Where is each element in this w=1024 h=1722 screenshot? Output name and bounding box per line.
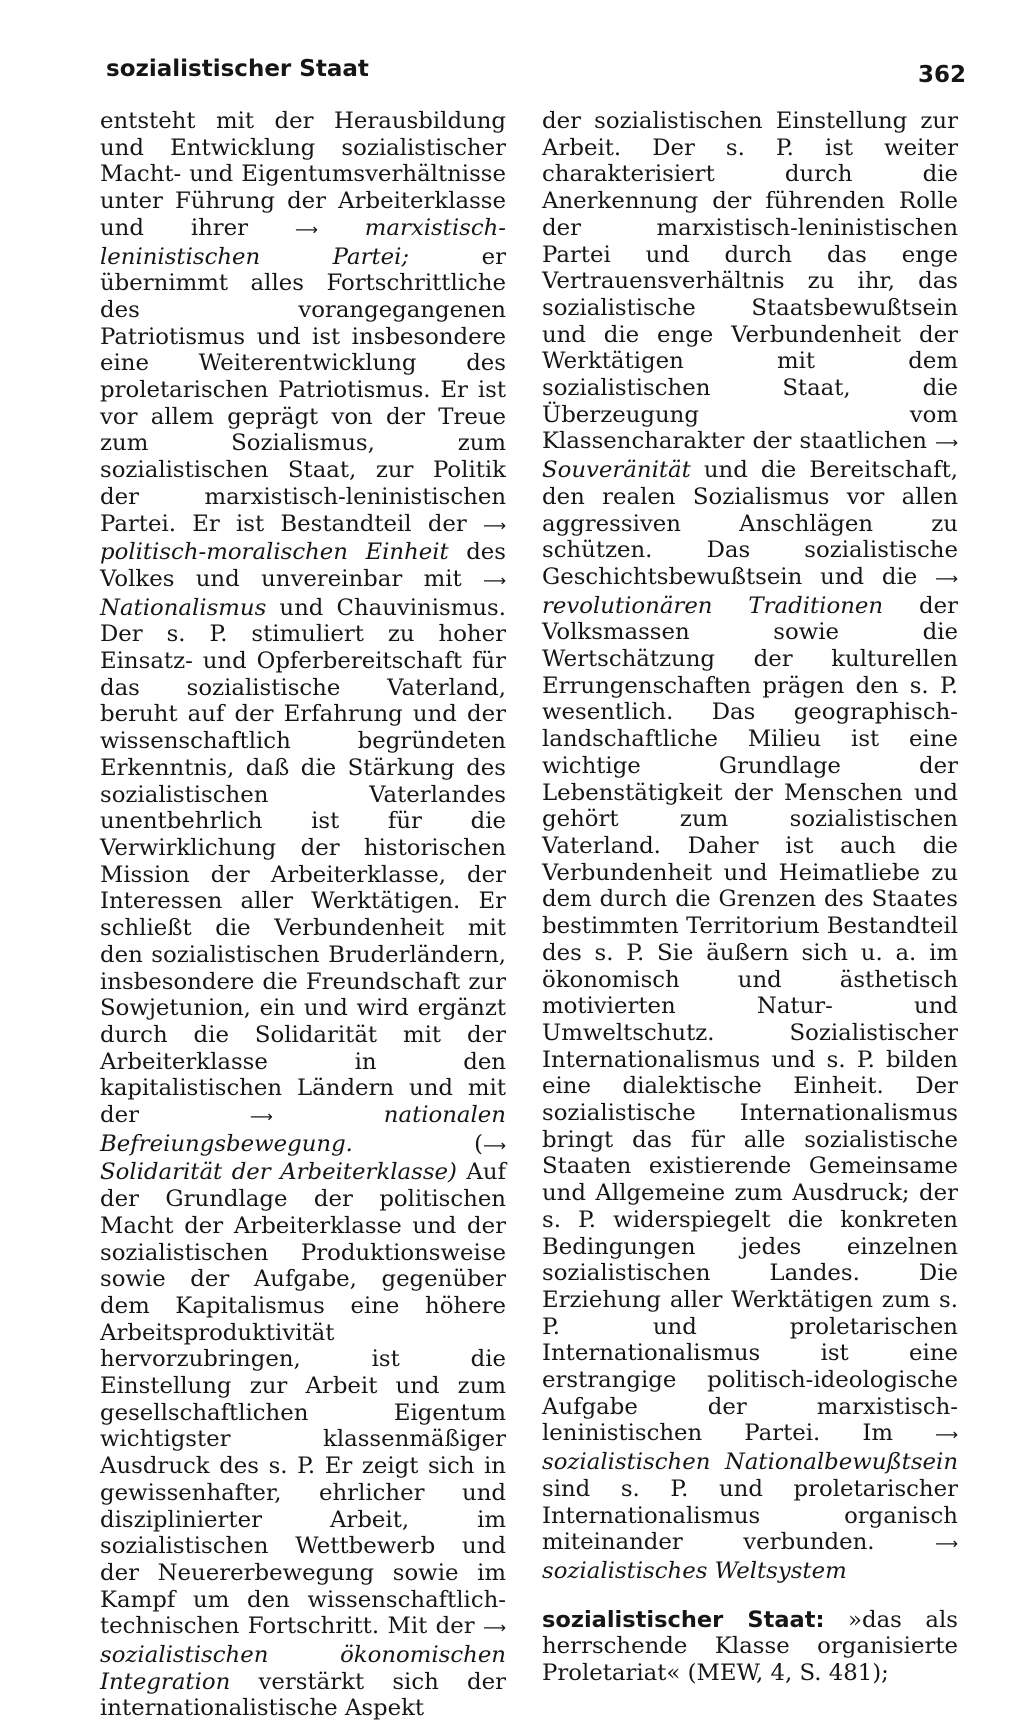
text-run: ( xyxy=(352,1130,484,1157)
text-run: er übernimmt alles Fortschrittliche des vorangegangenen Patriotismus und ist insbesondere eine Weiterentwicklung des proletarischen Patriotismus. Er ist vor allem geprägt von der Treue zum Sozialismus, zum sozialistischen Staat, zur Politik der marxistisch-leninistischen Partei. Er ist Bestandteil der xyxy=(100,243,506,537)
arrow-icon: ⟶ xyxy=(483,1135,506,1155)
text-run: und Chauvinismus. Der s. P. stimuliert zu hoher Einsatz- und Opferbereitschaft für das sozialistische Vaterland, beruht auf der Erfahrung und der wissenschaftlich begründeten Erkenntnis, daß die Stärkung des sozialistischen Vaterlandes unentbehrlich ist für die Verwirklichung der historischen Mission der Arbeiterklasse, der Interessen aller Werktätigen. Er schließt die Verbundenheit mit den sozialistischen Bruderländern, insbesondere die Freundschaft zur Sowjetunion, ein und wird ergänzt durch die Solidarität mit der Arbeiterklasse in den kapitalistischen Ländern und mit der xyxy=(100,594,506,1129)
arrow-icon: ⟶ xyxy=(935,433,958,453)
arrow-icon: ⟶ xyxy=(294,219,318,239)
cross-reference[interactable]: ⟶ marxistisch-leninistischen Partei; xyxy=(100,214,506,270)
right-column xyxy=(542,108,958,1687)
cross-reference[interactable]: ⟶ sozialistisches Weltsystem xyxy=(542,1534,958,1584)
running-head: sozialistischer Staat xyxy=(106,56,369,82)
text-run: der Volksmassen sowie die Wertschätzung der kulturellen Errungenschaften prägen den s. P. wesentlich. Das geographisch-landschaftliche Milieu ist eine wichtige Grundlage der Lebenstätigkeit der Menschen und gehört zum sozialistischen Vaterland. Daher ist auch die Verbundenheit und Heimatliebe zu dem durch die Grenzen des Staates bestimmten Territorium Bestandteil des s. P. Sie äußern sich u. a. im ökonomisch und ästhetisch motivierten Natur- und Umweltschutz. Sozialistischer Internationalismus und s. P. bilden eine dialektische Einheit. Der sozialistische Internationalismus bringt das für alle sozialistische Staaten existierende Gemeinsame und Allgemeine zum Ausdruck; der s. P. widerspiegelt die konkreten Bedingungen jedes einzelnen sozialistischen Landes. Die Erziehung aller Werktätigen zum s. P. und proletarischen Internationalismus ist eine erstrangige politisch-ideologische Aufgabe der marxistisch-leninistischen Partei. Im xyxy=(542,592,958,1447)
text-run: der sozialistischen Einstellung zur Arbeit. Der s. P. ist weiter charakterisiert durch die Anerkennung der führenden Rolle der marxistisch-leninistischen Partei und durch das enge Vertrauensverhältnis zu ihr, das sozialistische Staatsbewußtsein und die enge Verbundenheit der Werktätigen mit dem sozialistischen Staat, die Überzeugung vom Klassencharakter der staatlichen xyxy=(542,108,958,455)
cross-reference[interactable]: ⟶ revolutionären Traditionen xyxy=(542,568,958,619)
entry-headword: sozialistischer Staat: xyxy=(542,1606,825,1633)
cross-reference[interactable]: ⟶ Nationalismus xyxy=(100,570,506,621)
page-header xyxy=(106,56,966,92)
arrow-icon: ⟶ xyxy=(935,1534,958,1554)
arrow-icon: ⟶ xyxy=(483,570,506,590)
arrow-icon: ⟶ xyxy=(249,1107,273,1127)
cross-reference[interactable]: ⟶ Solidarität der Arbeiterklasse) xyxy=(100,1135,506,1186)
cross-reference[interactable]: ⟶ Souveränität xyxy=(542,433,958,484)
text-run: sind s. P. und proletarischer Internationalismus organisch miteinander verbunden. xyxy=(542,1475,958,1556)
arrow-icon: ⟶ xyxy=(483,515,506,535)
text-run: Auf der Grundlage der politischen Macht der Arbeiterklasse und der sozialistischen Produktionsweise sowie der Aufgabe, gegenüber dem Kapitalismus eine höhere Arbeitsproduktivität hervorzubringen, ist die Einstellung zur Arbeit und zum gesellschaftlichen Eigentum wichtigster klassenmäßiger Ausdruck des s. P. Er zeigt sich in gewissenhafter, ehrlicher und disziplinierter Arbeit, im sozialistischen Wettbewerb und der Neuererbewegung sowie im Kampf um den wissenschaftlich-technischen Fortschritt. Mit der xyxy=(100,1159,506,1640)
text-run: entsteht mit der Herausbildung und Entwicklung sozialistischer Macht- und Eigentumsverhältnisse unter Führung der Arbeiterklasse und ihrer xyxy=(100,108,506,241)
text-run: des Volkes und unvereinbar mit xyxy=(100,539,506,592)
entry-body-text xyxy=(542,108,958,1585)
cross-reference[interactable]: ⟶ nationalen Befreiungsbewegung. xyxy=(100,1102,506,1157)
text-run: und die Bereitschaft, den realen Sozialismus vor allen aggressiven Anschlägen zu schützen. Das sozialistische Geschichtsbewußtsein und die xyxy=(542,457,958,590)
entry-body-text xyxy=(100,108,506,1722)
cross-reference[interactable]: ⟶ politisch-moralischen Einheit xyxy=(100,515,506,566)
page-number: 362 xyxy=(917,62,966,88)
cross-reference[interactable]: ⟶ sozialistischen ökonomischen Integration xyxy=(100,1618,506,1695)
text-run: verstärkt sich der internationalistische Aspekt xyxy=(100,1668,506,1722)
next-entry xyxy=(542,1607,958,1687)
arrow-icon: ⟶ xyxy=(935,568,958,588)
arrow-icon: ⟶ xyxy=(935,1425,958,1445)
cross-reference[interactable]: ⟶ sozialistischen Nationalbewußtsein xyxy=(542,1425,958,1476)
left-column xyxy=(100,108,506,1722)
entry-definition-start: »das als herrschende Klasse organisierte Proletariat« (MEW, 4, S. 481); xyxy=(542,1606,958,1687)
arrow-icon: ⟶ xyxy=(483,1618,506,1638)
